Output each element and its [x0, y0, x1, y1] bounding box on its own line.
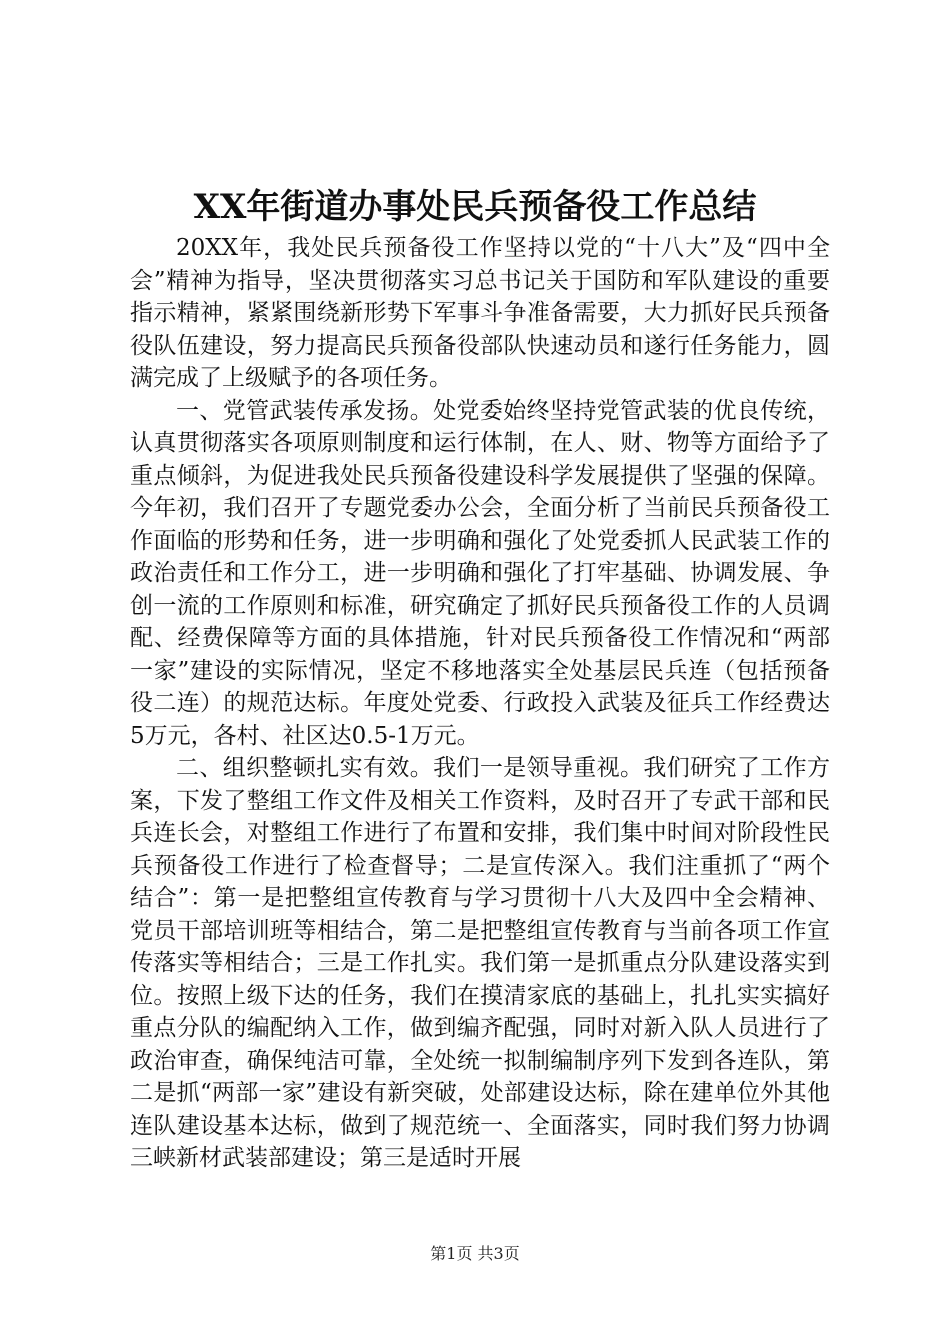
page-footer — [0, 1243, 950, 1265]
paragraph-section-2: 二、组织整顿扎实有效。我们一是领导重视。我们研究了工作方案，下发了整组工作文件及相关工作资料，及时召开了专武干部和民兵连长会，对整组工作进行了布置和安排，我们集中时间对阶段性民兵预备役工作进行了检查督导；二是宣传深入。我们注重抓了“两个结合”：第一是把整组宣传教育与学习贯彻十八大及四中全会精神、党员干部培训班等相结合，第二是把整组宣传教育与当前各项工作宣传落实等相结合；三是工作扎实。我们第一是抓重点分队建设落实到位。按照上级下达的任务，我们在摸清家底的基础上，扎扎实实搞好重点分队的编配纳入工作，做到编齐配强，同时对新入队人员进行了政治审查，确保纯洁可靠，全处统一拟制编制序列下发到各连队，第二是抓“两部一家”建设有新突破，处部建设达标，除在建单位外其他连队建设基本达标，做到了规范统一、全面落实，同时我们努力协调三峡新材武装部建设；第三是适时开展 — [130, 755, 830, 1171]
document-body — [130, 232, 830, 1175]
paragraph-section-1: 一、党管武装传承发扬。处党委始终坚持党管武装的优良传统，认真贯彻落实各项原则制度和运行体制，在人、财、物等方面给予了重点倾斜，为促进我处民兵预备役建设科学发展提供了坚强的保障。今年初，我们召开了专题党委办公会，全面分析了当前民兵预备役工作面临的形势和任务，进一步明确和强化了处党委抓人民武装工作的政治责任和工作分工，进一步明确和强化了打牢基础、协调发展、争创一流的工作原则和标准，研究确定了抓好民兵预备役工作的人员调配、经费保障等方面的具体措施，针对民兵预备役工作情况和“两部一家”建设的实际情况，坚定不移地落实全处基层民兵连（包括预备役二连）的规范达标。年度处党委、行政投入武装及征兵工作经费达5万元，各村、社区达0.5-1万元。 — [130, 397, 830, 749]
document-title: XX年街道办事处民兵预备役工作总结 — [193, 187, 757, 227]
page-number: 第1页 — [430, 1244, 473, 1263]
paragraph-intro: 20XX年，我处民兵预备役工作坚持以党的“十八大”及“四中全会”精神为指导，坚决贯彻落实习总书记关于国防和军队建设的重要指示精神，紧紧围绕新形势下军事斗争准备需要，大力抓好民兵预备役队伍建设，努力提高民兵预备役部队快速动员和遂行任务能力，圆满完成了上级赋予的各项任务。 — [130, 235, 830, 391]
page-total: 共3页 — [477, 1244, 520, 1263]
